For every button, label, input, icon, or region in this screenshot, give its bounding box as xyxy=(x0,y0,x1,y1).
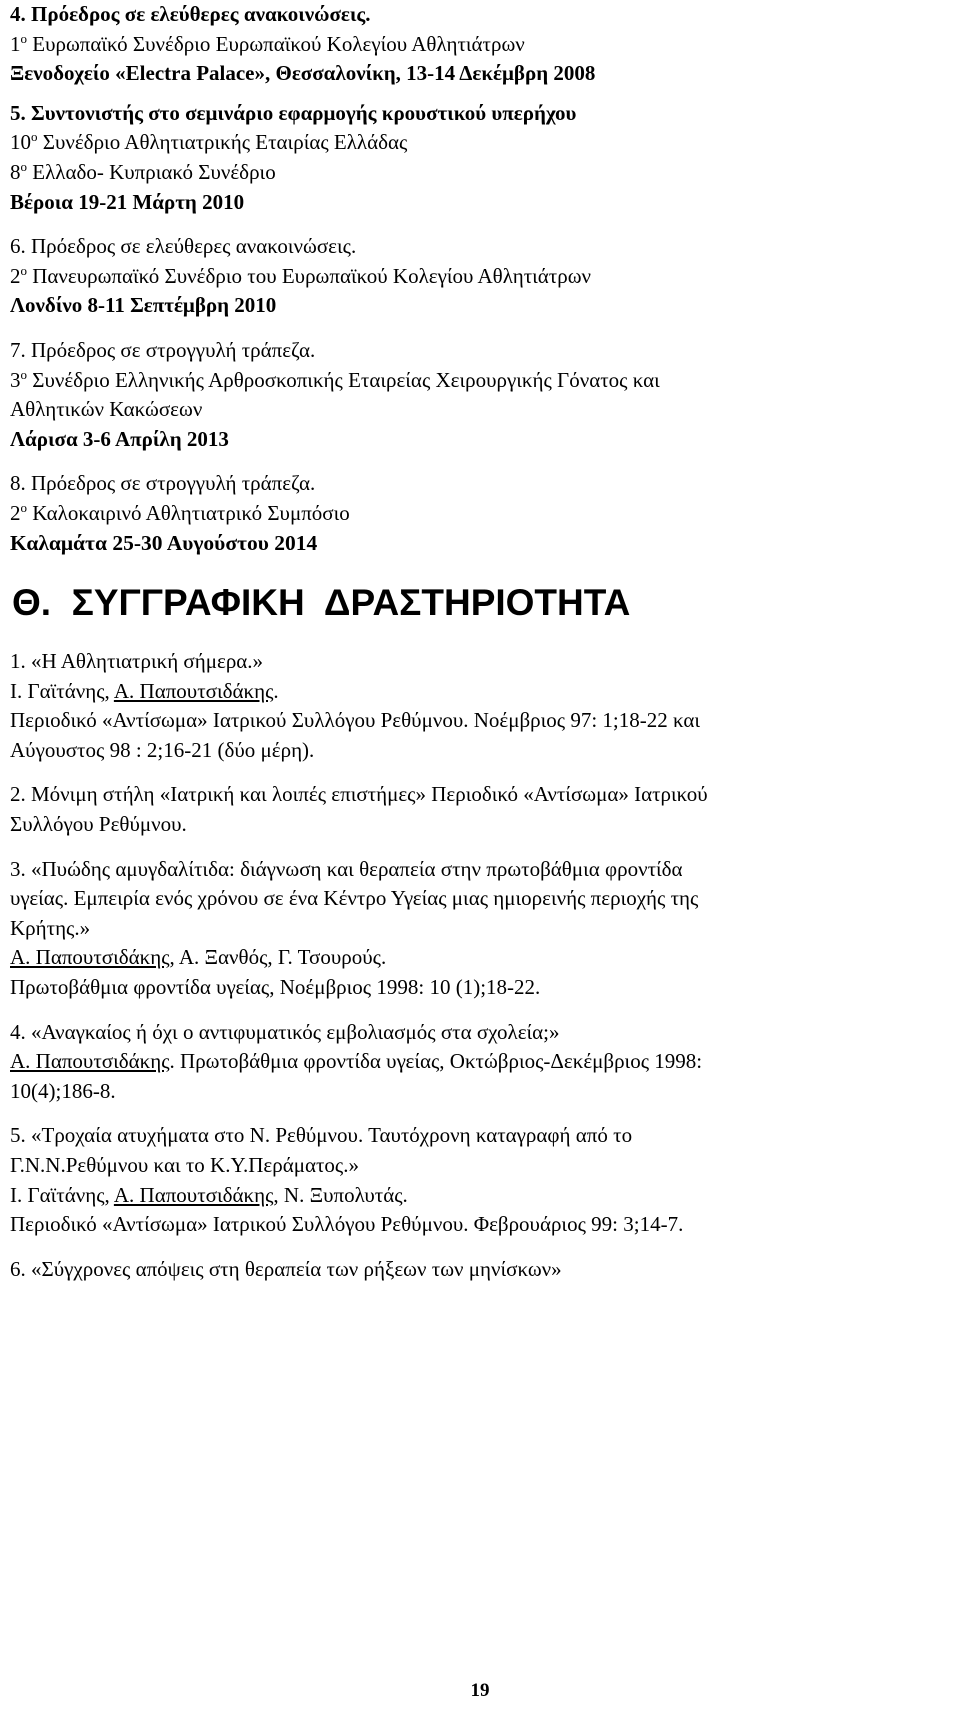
conference-name: $10^o$ Συνέδριο Αθλητιατρικής Εταιρίας Ελλάδας xyxy=(10,129,408,155)
publication-title: 4. «Αναγκαίος ή όχι ο αντιφυματικός εμβολιασμός στα σχολεία;» xyxy=(10,1019,560,1044)
publication-3 xyxy=(10,855,950,1003)
section-heading: Θ. ΣΥΓΓΡΑΦΙΚΗ ΔΡΑΣΤΗΡΙΟΤΗΤΑ xyxy=(12,582,631,624)
document-body xyxy=(10,0,950,1284)
publication-title-cont: Γ.Ν.Ν.Ρεθύμνου και το Κ.Υ.Περάματος.» xyxy=(10,1153,360,1177)
publication-title: 5. «Τροχαία ατυχήματα στο Ν. Ρεθύμνου. Ταυτόχρονη καταγραφή από το xyxy=(10,1123,633,1148)
conference-role: 7. Πρόεδρος σε στρογγυλή τράπεζα. xyxy=(10,337,316,362)
publication-title: 1. «Η Αθλητιατρική σήμερα.» xyxy=(10,649,264,674)
publication-title-cont: υγείας. Εμπειρία ενός χρόνου σε ένα Κέντρο Υγείας μιας ημιορεινής περιοχής της xyxy=(10,886,699,911)
publication-6 xyxy=(10,1255,950,1285)
conference-name-cont: Αθλητικών Κακώσεων xyxy=(10,397,203,422)
conference-venue-date: Ξενοδοχείο «Electra Palace», Θεσσαλονίκη, 13-14 Δεκέμβρη 2008 xyxy=(10,61,596,86)
conference-role: 5. Συντονιστής στο σεμινάριο εφαρμογής κρουστικού υπερήχου xyxy=(10,100,577,125)
conference-entry-6 xyxy=(10,232,950,321)
publication-source: Πρωτοβάθμια φροντίδα υγείας, Νοέμβριος 1998: 10 (1);18-22. xyxy=(10,975,541,1000)
conference-venue-date: Βέροια 19-21 Μάρτη 2010 xyxy=(10,189,245,214)
publication-title: 3. «Πυώδης αμυγδαλίτιδα: διάγνωση και θεραπεία στην πρωτοβάθμια φροντίδα xyxy=(10,856,683,881)
conference-entry-4 xyxy=(10,0,950,89)
publication-title: 2. Μόνιμη στήλη «Ιατρική και λοιπές επιστήμες» Περιοδικό «Αντίσωμα» Ιατρικού xyxy=(10,782,708,807)
publication-authors: Ι. Γαϊτάνης, Α. Παπουτσιδάκης, Ν. Ξυπολυτάς. xyxy=(10,1182,408,1207)
publication-title-cont: Συλλόγου Ρεθύμνου. xyxy=(10,812,187,837)
publication-authors-source: Α. Παπουτσιδάκης. Πρωτοβάθμια φροντίδα υγείας, Οκτώβριος-Δεκέμβριος 1998: xyxy=(10,1049,703,1074)
conference-role: 6. Πρόεδρος σε ελεύθερες ανακοινώσεις. xyxy=(10,234,357,259)
conference-role: 8. Πρόεδρος σε στρογγυλή τράπεζα. xyxy=(10,471,316,496)
publication-title-cont: Κρήτης.» xyxy=(10,915,91,940)
page-number: 19 xyxy=(470,1680,490,1701)
conference-venue-date: Λάρισα 3-6 Απρίλη 2013 xyxy=(10,426,229,451)
publication-1 xyxy=(10,647,950,765)
conference-venue-date: Καλαμάτα 25-30 Αυγούστου 2014 xyxy=(10,530,318,555)
publication-4 xyxy=(10,1018,950,1107)
publication-source-cont: 10(4);186-8. xyxy=(10,1078,116,1103)
publication-authors: Ι. Γαϊτάνης, Α. Παπουτσιδάκης. xyxy=(10,678,279,703)
publication-source: Περιοδικό «Αντίσωμα» Ιατρικού Συλλόγου Ρεθύμνου. Νοέμβριος 97: 1;18-22 και xyxy=(10,708,701,733)
conference-name: $1^o$ Ευρωπαϊκό Συνέδριο Ευρωπαϊκού Κολεγίου Αθλητιάτρων xyxy=(10,30,525,56)
conference-name: $8^o$ Ελλαδο- Κυπριακό Συνέδριο xyxy=(10,158,276,184)
conference-entry-5 xyxy=(10,99,950,217)
conference-name: $2^o$ Πανευρωπαϊκό Συνέδριο του Ευρωπαϊκού Κολεγίου Αθλητιάτρων xyxy=(10,262,592,288)
conference-name: $2^o$ Καλοκαιρινό Αθλητιατρικό Συμπόσιο xyxy=(10,499,350,525)
publication-authors: Α. Παπουτσιδάκης, Α. Ξανθός, Γ. Τσουρούς. xyxy=(10,945,387,970)
conference-entry-7 xyxy=(10,336,950,454)
publication-5 xyxy=(10,1121,950,1239)
publication-title: 6. «Σύγχρονες απόψεις στη θεραπεία των ρήξεων των μηνίσκων» xyxy=(10,1256,562,1281)
conference-venue-date: Λονδίνο 8-11 Σεπτέμβρη 2010 xyxy=(10,293,277,318)
conference-role: 4. Πρόεδρος σε ελεύθερες ανακοινώσεις. xyxy=(10,2,371,26)
publication-source: Περιοδικό «Αντίσωμα» Ιατρικού Συλλόγου Ρεθύμνου. Φεβρουάριος 99: 3;14-7. xyxy=(10,1212,684,1237)
conference-entry-8 xyxy=(10,469,950,558)
publication-source-cont: Αύγουστος 98 : 2;16-21 (δύο μέρη). xyxy=(10,737,315,762)
conference-name: $3^o$ Συνέδριο Ελληνικής Αρθροσκοπικής Εταιρείας Χειρουργικής Γόνατος και xyxy=(10,366,660,392)
publication-2 xyxy=(10,780,950,839)
